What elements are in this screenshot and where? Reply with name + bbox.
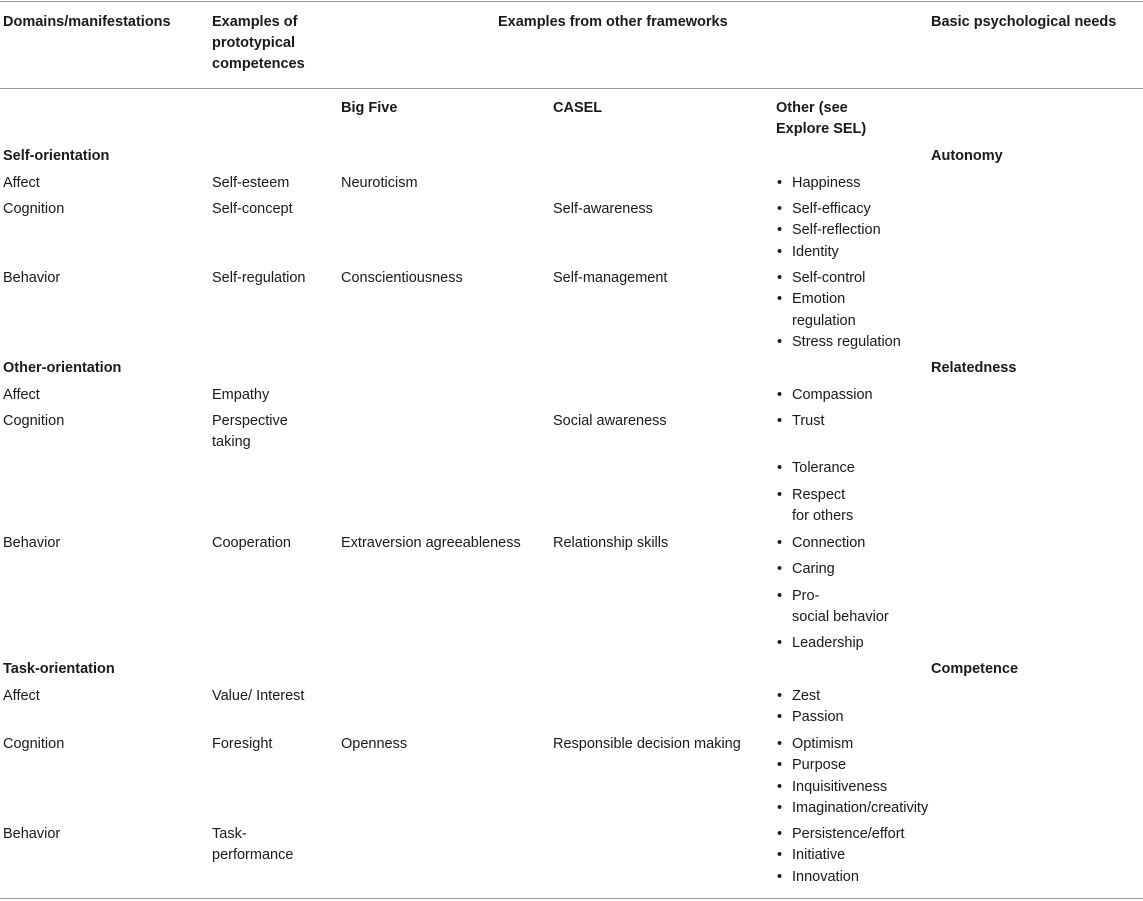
row-other-item: [776, 242, 881, 263]
row-other-list: [776, 686, 844, 729]
header-competences-line: Examples of: [212, 14, 298, 30]
row-other-line: regulation: [792, 312, 856, 329]
row-other-line: • Zest: [792, 688, 821, 704]
row-other-list: [776, 268, 901, 353]
section-need: Autonomy: [931, 148, 1003, 164]
row-domain: Affect: [3, 175, 40, 191]
header-domains: Domains/manifestations: [3, 14, 171, 30]
section-title: Other-orientation: [3, 360, 122, 376]
row-domain: Behavior: [3, 270, 61, 286]
row-competence-line: Value/ Interest: [212, 688, 305, 704]
row-domain: Behavior: [3, 535, 61, 551]
row-big-five: Neuroticism: [341, 175, 418, 191]
row-competence-line: Cooperation: [212, 535, 291, 551]
row-competence: [212, 734, 272, 755]
row-other-item: [776, 411, 825, 432]
row-other-line: • Leadership: [792, 635, 864, 651]
row-other-item: [776, 173, 861, 194]
row-big-five: Openness: [341, 736, 408, 752]
row-competence: [212, 173, 289, 194]
row-other-item: [776, 385, 873, 406]
row-casel: Relationship skills: [553, 535, 669, 551]
row-domain: Cognition: [3, 736, 65, 752]
row-other-line: • Initiative: [792, 847, 846, 864]
row-competence: [212, 686, 304, 707]
row-other-line: • Inquisitiveness: [792, 778, 888, 795]
row-competence-line: Task-: [212, 826, 247, 842]
row-casel: Social awareness: [553, 413, 667, 429]
row-other-item: [776, 586, 889, 629]
section-title: Self-orientation: [3, 148, 110, 164]
row-casel: Responsible decision making: [553, 736, 741, 752]
header-competences-line: competences: [212, 56, 305, 72]
row-other-item: [776, 686, 844, 707]
section-need: Competence: [931, 661, 1019, 677]
row-other-item: [776, 199, 881, 220]
row-other-list: [776, 385, 873, 406]
subheader-big-five: Big Five: [341, 100, 398, 116]
row-other-item: [776, 332, 901, 353]
row-other-line: • Tolerance: [792, 460, 855, 476]
row-other-line: • Connection: [792, 535, 866, 551]
row-other-item: [776, 458, 855, 479]
row-competence: [212, 411, 288, 453]
row-competence-line: Self-esteem: [212, 175, 290, 191]
row-other-line: • Persistence/effort: [792, 826, 905, 842]
row-competence-line: performance: [212, 847, 294, 863]
row-other-line: • Pro-: [792, 588, 820, 604]
section-need: Relatedness: [931, 360, 1017, 376]
row-domain: Affect: [3, 387, 40, 403]
row-other-list: [776, 734, 928, 819]
row-other-item: [776, 755, 928, 776]
row-competence-line: Perspective: [212, 413, 288, 429]
row-other-line: • Compassion: [792, 387, 873, 403]
row-other-item: [776, 777, 928, 798]
row-other-line: social behavior: [792, 609, 889, 626]
top-rule: [0, 1, 1143, 2]
row-other-item: [776, 734, 928, 755]
row-other-line: • Emotion: [792, 291, 846, 308]
row-big-five: Conscientiousness: [341, 270, 463, 286]
row-other-item: [776, 559, 835, 580]
header-needs: Basic psychological needs: [931, 14, 1117, 30]
row-big-five: Extraversion agreeableness: [341, 535, 521, 551]
subheader-casel: CASEL: [553, 100, 603, 116]
row-other-list: [776, 199, 881, 263]
row-other-line: • Stress regulation: [792, 333, 901, 350]
row-competence-line: Foresight: [212, 736, 273, 752]
row-other-line: • Imagination/creativity: [792, 799, 929, 816]
row-competence: [212, 824, 293, 866]
header-frameworks: Examples from other frameworks: [498, 14, 728, 30]
row-other-line: • Respect: [792, 487, 846, 503]
row-competence: [212, 385, 269, 406]
section-title: Task-orientation: [3, 661, 115, 677]
row-other-line: • Self-reflection: [792, 222, 881, 239]
row-other-item: [776, 707, 844, 728]
row-other-line: • Purpose: [792, 757, 847, 774]
row-competence-line: Self-regulation: [212, 270, 306, 286]
row-other-item: [776, 798, 928, 819]
row-other-item: [776, 845, 905, 866]
row-other-item: [776, 289, 901, 332]
bottom-rule: [0, 898, 1143, 899]
row-other-line: • Self-efficacy: [792, 201, 871, 217]
subheader-other-line: Explore SEL): [776, 121, 867, 137]
header-rule: [0, 88, 1143, 89]
row-other-line: • Self-control: [792, 270, 866, 286]
subheader-other-line: Other (see: [776, 100, 848, 116]
row-competence: [212, 268, 306, 289]
row-other-item: [776, 485, 853, 528]
row-domain: Cognition: [3, 201, 65, 217]
row-other-item: [776, 220, 881, 241]
header-competences-line: prototypical: [212, 35, 295, 51]
row-other-item: [776, 633, 864, 654]
row-domain: Behavior: [3, 826, 61, 842]
row-domain: Cognition: [3, 413, 65, 429]
row-other-line: • Innovation: [792, 868, 859, 885]
row-other-line: • Passion: [792, 709, 844, 726]
row-competence: [212, 533, 291, 554]
row-casel: Self-management: [553, 270, 668, 286]
row-other-line: • Optimism: [792, 736, 854, 752]
row-other-item: [776, 867, 905, 888]
row-other-line: • Identity: [792, 243, 839, 260]
row-other-list: [776, 173, 861, 194]
row-competence-line: Empathy: [212, 387, 270, 403]
row-competence-line: taking: [212, 434, 251, 450]
row-other-item: [776, 533, 865, 554]
row-other-item: [776, 824, 905, 845]
row-other-line: • Caring: [792, 561, 835, 577]
subheader-other: [776, 98, 866, 140]
row-casel: Self-awareness: [553, 201, 653, 217]
header-competences: [212, 12, 305, 75]
row-domain: Affect: [3, 688, 40, 704]
row-other-line: for others: [792, 508, 854, 525]
row-competence-line: Self-concept: [212, 201, 293, 217]
row-other-list: [776, 824, 905, 888]
row-other-line: • Happiness: [792, 175, 861, 191]
row-competence: [212, 199, 293, 220]
row-other-line: • Trust: [792, 413, 825, 429]
row-other-item: [776, 268, 901, 289]
